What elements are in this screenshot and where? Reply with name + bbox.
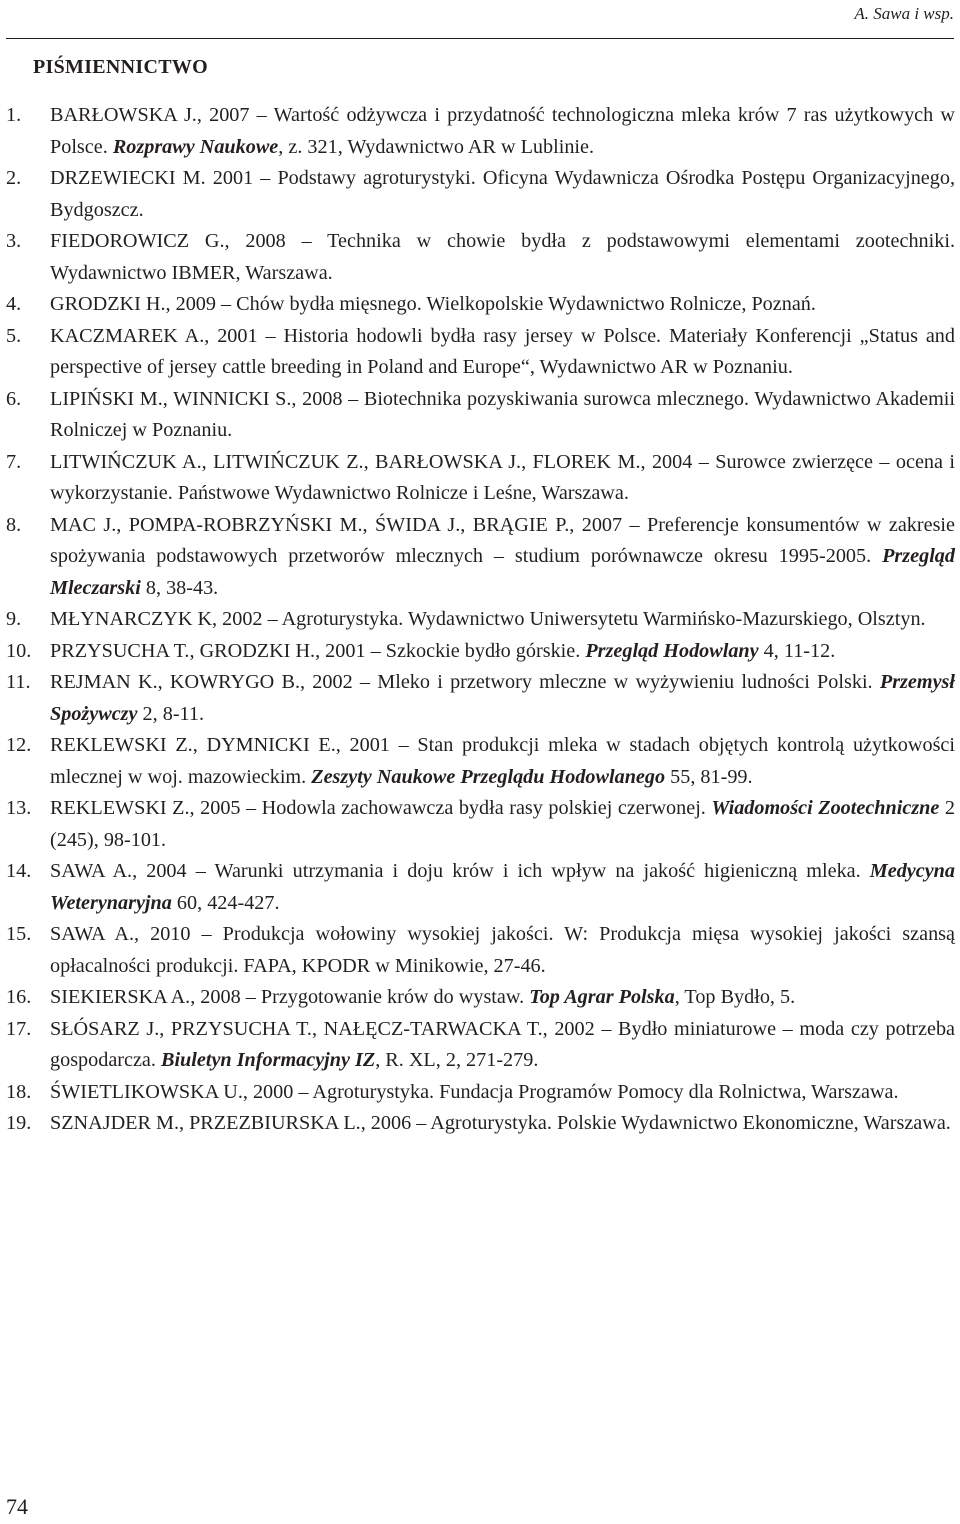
reference-number: 4. xyxy=(6,293,22,315)
reference-text: ŚWIETLIKOWSKA U., 2000 – Agroturystyka. Fundacja Programów Pomocy dla Rolnictwa, Warszawa. xyxy=(50,1080,899,1103)
reference-text: LIPIŃSKI M., WINNICKI S., 2008 – Biotechnika pozyskiwania surowca mlecznego. Wydawnictwo Akademii Rolniczej w Poznaniu. xyxy=(50,387,955,441)
reference-text: REKLEWSKI Z., DYMNICKI E., 2001 – Stan produkcji mleka w stadach objętych kontrolą użytkowości mlecznej w woj. mazowieckim. Zeszyty Naukowe Przeglądu Hodowlanego 55, 81-99. xyxy=(50,734,955,788)
reference-item xyxy=(6,447,955,510)
reference-text: BARŁOWSKA J., 2007 – Wartość odżywcza i przydatność technologiczna mleka krów 7 ras użytkowych w Polsce. Rozprawy Naukowe, z. 321, Wydawnictwo AR w Lublinie. xyxy=(50,104,955,158)
reference-item xyxy=(6,510,955,605)
reference-item xyxy=(6,604,955,636)
reference-number: 16. xyxy=(6,986,32,1008)
reference-item xyxy=(6,856,955,919)
reference-number: 2. xyxy=(6,167,22,189)
reference-number: 5. xyxy=(6,324,22,347)
reference-list xyxy=(6,100,955,1140)
reference-text: DRZEWIECKI M. 2001 – Podstawy agroturystyki. Oficyna Wydawnicza Ośrodka Postępu Organizacyjnego, Bydgoszcz. xyxy=(50,167,955,221)
reference-number: 1. xyxy=(6,104,22,126)
reference-item xyxy=(6,1077,955,1109)
reference-text: GRODZKI H., 2009 – Chów bydła mięsnego. Wielkopolskie Wydawnictwo Rolnicze, Poznań. xyxy=(50,293,816,315)
reference-number: 13. xyxy=(6,797,32,819)
header-rule xyxy=(6,38,954,39)
reference-text: REJMAN K., KOWRYGO B., 2002 – Mleko i przetwory mleczne w wyżywieniu ludności Polski. Przemysł Spożywczy 2, 8-11. xyxy=(50,671,955,725)
running-head: A. Sawa i wsp. xyxy=(854,4,954,23)
reference-text: SZNAJDER M., PRZEZBIURSKA L., 2006 – Agroturystyka. Polskie Wydawnictwo Ekonomiczne, Warszawa. xyxy=(50,1112,951,1134)
reference-number: 10. xyxy=(6,639,32,662)
reference-text: SAWA A., 2004 – Warunki utrzymania i doju krów i ich wpływ na jakość higieniczną mleka. Medycyna Weterynaryjna 60, 424-427. xyxy=(50,860,955,914)
reference-item xyxy=(6,793,955,856)
reference-text: MAC J., POMPA-ROBRZYŃSKI M., ŚWIDA J., BRĄGIE P., 2007 – Preferencje konsumentów w zakresie spożywania podstawowych przetworów mlecznych – studium porównawcze okresu 1995-2005. Przegląd Mleczarski 8, 38-43. xyxy=(50,513,955,599)
reference-number: 18. xyxy=(6,1080,32,1103)
reference-number: 15. xyxy=(6,923,32,945)
reference-item xyxy=(6,321,955,384)
reference-text: REKLEWSKI Z., 2005 – Hodowla zachowawcza bydła rasy polskiej czerwonej. Wiadomości Zootechniczne 2 (245), 98-101. xyxy=(50,797,955,851)
reference-item xyxy=(6,100,955,163)
reference-item xyxy=(6,667,955,730)
reference-number: 7. xyxy=(6,450,22,473)
page-number: 74 xyxy=(6,1494,28,1519)
reference-item xyxy=(6,163,955,226)
reference-number: 12. xyxy=(6,734,32,756)
reference-text: LITWIŃCZUK A., LITWIŃCZUK Z., BARŁOWSKA J., FLOREK M., 2004 – Surowce zwierzęce – ocena i wykorzystanie. Państwowe Wydawnictwo Rolnicze i Leśne, Warszawa. xyxy=(50,450,955,504)
section-title: PIŚMIENNICTWO xyxy=(33,56,209,78)
reference-text: MŁYNARCZYK K, 2002 – Agroturystyka. Wydawnictwo Uniwersytetu Warmińsko-Mazurskiego, Olsztyn. xyxy=(50,608,926,630)
reference-text: KACZMAREK A., 2001 – Historia hodowli bydła rasy jersey w Polsce. Materiały Konferencji „Status and perspective of jersey cattle breeding in Poland and Europe“, Wydawnictwo AR w Poznaniu. xyxy=(50,324,955,378)
reference-number: 6. xyxy=(6,387,22,410)
reference-item xyxy=(6,384,955,447)
reference-item xyxy=(6,289,955,321)
reference-item xyxy=(6,982,955,1014)
reference-text: SŁÓSARZ J., PRZYSUCHA T., NAŁĘCZ-TARWACKA T., 2002 – Bydło miniaturowe – moda czy potrzeba gospodarcza. Biuletyn Informacyjny IZ, R. XL, 2, 271-279. xyxy=(50,1017,955,1071)
reference-number: 11. xyxy=(6,671,31,693)
reference-item xyxy=(6,636,955,668)
reference-number: 17. xyxy=(6,1017,32,1040)
reference-text: PRZYSUCHA T., GRODZKI H., 2001 – Szkockie bydło górskie. Przegląd Hodowlany 4, 11-12. xyxy=(50,639,836,662)
reference-number: 19. xyxy=(6,1112,32,1134)
reference-item xyxy=(6,1014,955,1077)
reference-text: FIEDOROWICZ G., 2008 – Technika w chowie bydła z podstawowymi elementami zootechniki. Wydawnictwo IBMER, Warszawa. xyxy=(50,230,955,284)
reference-number: 8. xyxy=(6,513,22,536)
reference-number: 9. xyxy=(6,608,22,630)
reference-item xyxy=(6,226,955,289)
reference-text: SAWA A., 2010 – Produkcja wołowiny wysokiej jakości. W: Produkcja mięsa wysokiej jakości szansą opłacalności produkcji. FAPA, KPODR w Minikowie, 27-46. xyxy=(50,923,955,977)
reference-number: 14. xyxy=(6,860,32,882)
reference-item xyxy=(6,919,955,982)
reference-text: SIEKIERSKA A., 2008 – Przygotowanie krów do wystaw. Top Agrar Polska, Top Bydło, 5. xyxy=(50,986,796,1008)
reference-item xyxy=(6,1108,955,1140)
reference-item xyxy=(6,730,955,793)
reference-number: 3. xyxy=(6,230,22,252)
